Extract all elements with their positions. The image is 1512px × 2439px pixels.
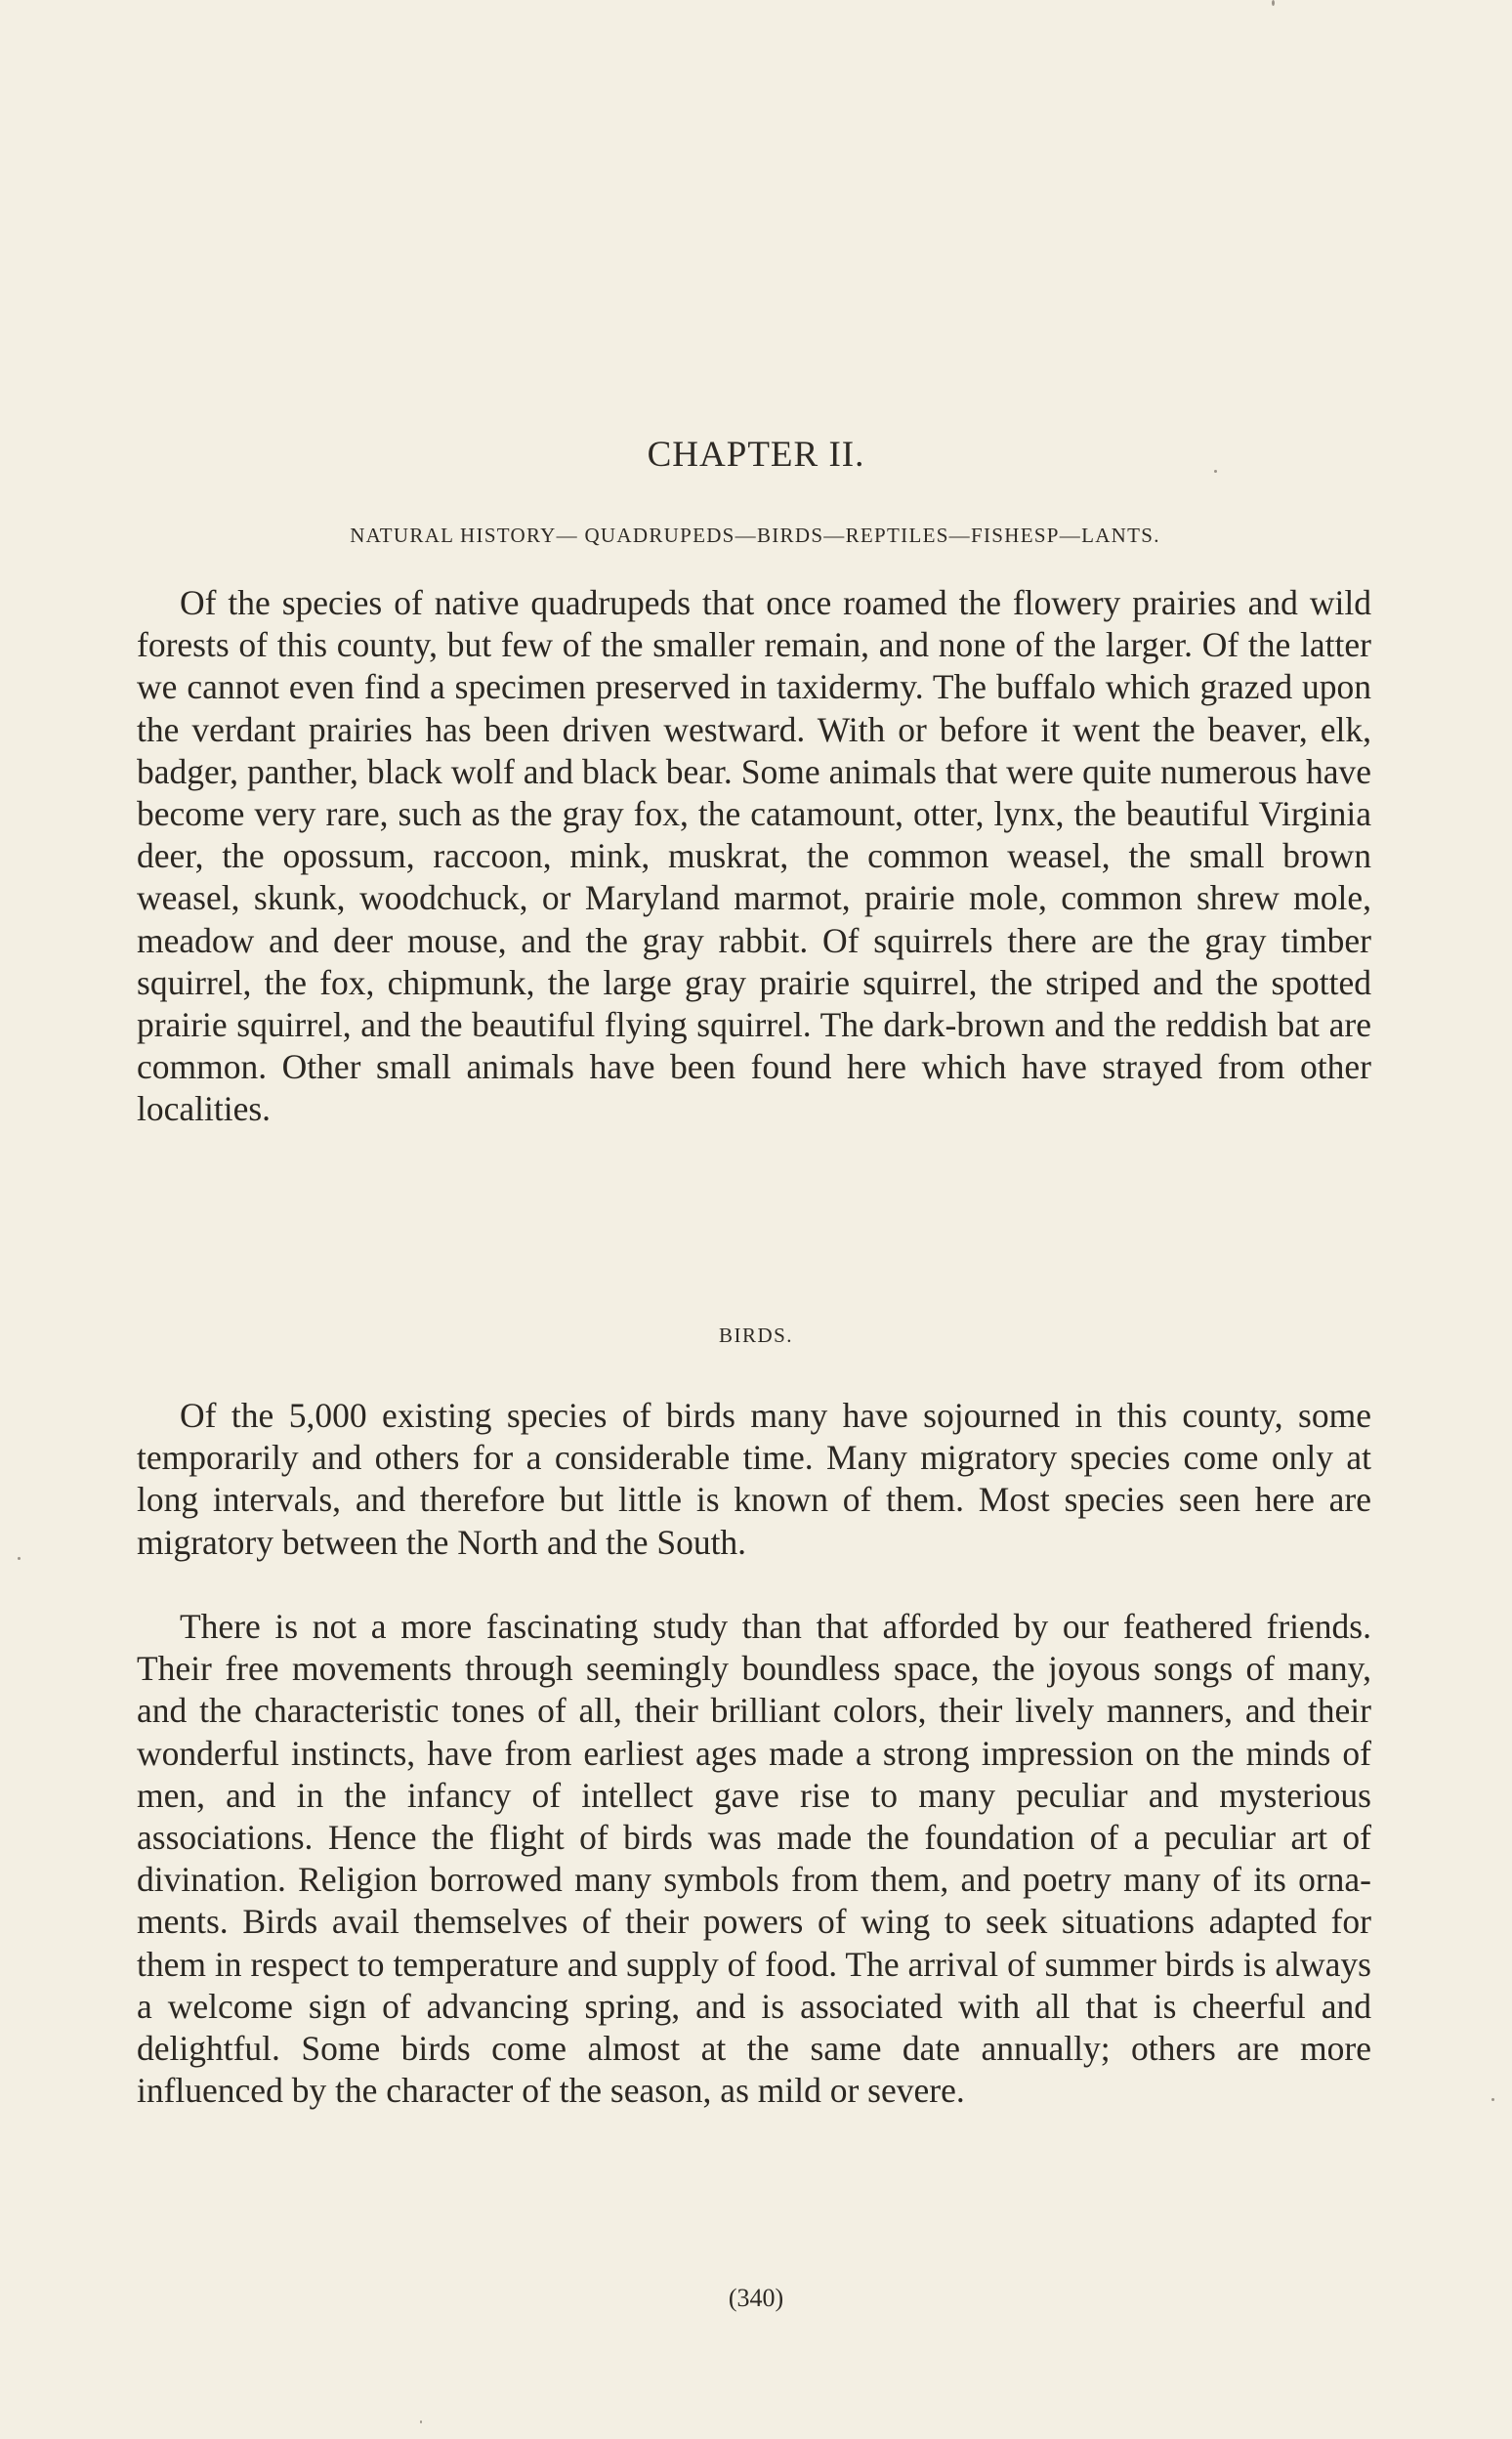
chapter-subtitle: NATURAL HISTORY— QUADRUPEDS—BIRDS—REPTILES—FISHESP—LANTS. — [350, 524, 1160, 547]
paragraph-quadrupeds — [137, 582, 1371, 1131]
paragraph-birds-species — [137, 1395, 1371, 1564]
paper-speck — [1272, 0, 1275, 6]
paper-speck — [18, 1557, 21, 1560]
paragraph-text: Of the 5,000 existing species of birds many have sojourned in this county, some temporarily and others for a considerable time. Many migratory species come only at long intervals, and therefore but little is known of them. Most species seen here are migratory between the North and the South. — [137, 1396, 1371, 1562]
paragraph-text: Of the species of native quadrupeds that once roamed the flowery prairies and wild forests of this county, but few of the smaller remain, and none of the larger. Of the latter we cannot even find a specimen preserved in taxidermy. The buffalo which grazed upon the verdant prairies has been driven westward. With or before it went the beaver, elk, badger, panther, black wolf and black bear. Some animals that were quite numerous have become very rare, such as the gray fox, the catamount, otter, lynx, the beautiful Virginia deer, the opossum, raccoon, mink, muskrat, the common weasel, the small brown weasel, skunk, woodchuck, or Maryland marmot, prairie mole, common shrew mole, meadow and deer mouse, and the gray rabbit. Of squirrels there are the gray timber squirrel, the fox, chipmunk, the large gray prairie squirrel, the striped and the spotted prairie squirrel, and the beautiful flying squirrel. The dark-brown and the reddish bat are common. Other small animals have been found here which have strayed from other localities. — [137, 583, 1371, 1129]
section-heading-birds: BIRDS. — [718, 1324, 794, 1347]
paper-speck — [1491, 2098, 1494, 2101]
chapter-title: CHAPTER II. — [647, 435, 865, 475]
page-number: (340) — [728, 2284, 784, 2312]
paper-speck — [420, 2420, 422, 2423]
paper-speck — [1214, 470, 1217, 473]
paragraph-birds-study — [137, 1606, 1371, 2112]
paragraph-text: There is not a more fascinating study than that afforded by our feathered friends. Their free movements through seemingly boundless space, the joyous songs of many, and the characteristic tones of all, their brilliant colors, their lively manners, and their wonderful instincts, have from earliest ages made a strong impression on the minds of men, and in the infancy of intellect gave rise to many peculiar and mysterious associations. Hence the flight of birds was made the foundation of a peculiar art of divination. Religion borrowed many symbols from them, and poetry many of its ornaments. Birds avail themselves of their powers of wing to seek situations adapted for them in respect to temperature and supply of food. The arrival of summer birds is always a welcome sign of advancing spring, and is associated with all that is cheerful and delightful. Some birds come almost at the same date annually; others are more influenced by the character of the season, as mild or severe. — [137, 1607, 1371, 2111]
